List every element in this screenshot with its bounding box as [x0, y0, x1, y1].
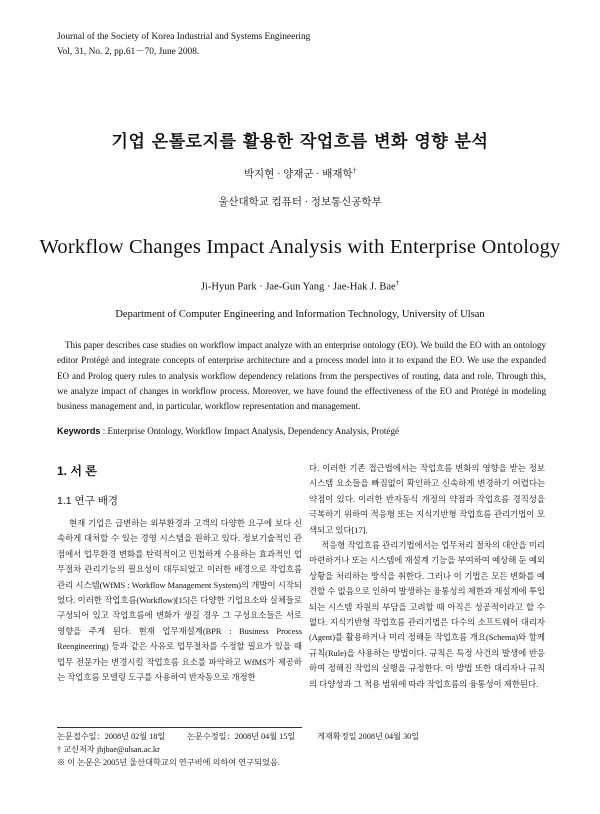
keywords-text: : Enterprise Ontology, Workflow Impact Analysis, Dependency Analysis, Protégé [102, 426, 400, 436]
corresponding-author: † 교신저자 jhjbae@ulsan.ac.kr [57, 745, 160, 754]
authors-english [0, 280, 600, 293]
right-column [309, 461, 545, 692]
journal-volume: Vol, 31, No. 2, pp.61－70, June 2008. [57, 47, 200, 57]
keywords [57, 426, 546, 436]
corresponding-mark: † [352, 167, 357, 175]
journal-header [57, 30, 310, 60]
received-date: 논문접수일：2008년 02월 18일 [57, 732, 166, 741]
right-column-paragraph-2: 적응형 작업흐름 관리기법에서는 업무처리 절차의 대안을 미리 마련하거나 또는 시스템에 재설계 기능을 부여하여 예상해 둔 예외상황을 처리하는 방식을 취한다. 그러나 이 기법은 모든 변화를 예견할 수 없음으로 인하여 발생하는 융통성의 제한과 재설계에 투입되는 시스템 자원의 부담을 고려할 때 아직은 성공적이라고 할 수 없다. 지식기반형 작업흐름 관리기법은 다수의 소프트웨어 대리자(Agent)를 활용하거나 미리 정해둔 작업흐름 개요(Schema)와 함께 규칙(Rule)을 사용하는 방법이다. 규칙은 특정 사건의 발생에 반응하여 정해진 작업의 실행을 규정한다. 이 방법 또한 대리자나 규칙의 다양성과 그 적용 범위에 따라 작업흐름의 융통성이 제한된다. [309, 541, 545, 689]
keywords-label: Keywords [57, 426, 101, 436]
corresponding-mark-en: † [395, 280, 400, 287]
title-english: Workflow Changes Impact Analysis with Enterprise Ontology [39, 236, 561, 258]
accepted-date: 게재확정일 2008년 04월 30일 [317, 732, 420, 741]
footnote-rule [57, 727, 302, 728]
right-column-paragraph-1: 다. 이러한 기존 접근법에서는 작업흐름 변화의 영향을 받는 정보 시스템 요소들을 빠짐없이 확인하고 신속하게 변경하기 어렵다는 약점이 있다. 이러한 반자동식 개정의 약점과 작업흐름 경직성을 극복하기 위하여 적응형 또는 지식기반형 작업흐름 관리기법이 모색되고 있다[17]. [309, 464, 545, 535]
section-heading: 1. 서 론 [57, 464, 97, 478]
affiliation-english: Department of Computer Engineering and Information Technology, University of Ulsan [115, 309, 485, 320]
authors-korean [0, 166, 600, 181]
left-column-paragraph: 현재 기업은 급변하는 외부환경과 고객의 다양한 요구에 보다 신속하게 대처할 수 있는 경영 시스템을 원하고 있다. 정보기술적인 관점에서 업무환경 변화를 탄력적이고 민첩하게 수용하는 효과적인 업무절차 관리기능의 필요성이 대두되었고 이러한 배경으로 작업흐름 관리 시스템(WfMS : Workflow Management System)의 개발이 시작되었다. 이러한 작업흐름(Workflow)[15]은 다양한 기업요소와 실체들로 구성되어 있고 작업흐름에 변화가 생길 경우 그 구성요소들은 서로 영향을 주게 된다. 현재 업무재설계(BPR : Business Process Reengineering) 등과 같은 사유로 업무절차를 수정할 필요가 있을 때 업무 전문가는 변경시킬 작업흐름 요소를 파악하고 WfMS가 제공하는 작업흐름 모델링 도구를 사용하여 반자동으로 개정한 [57, 519, 302, 683]
funding-note: ※ 이 논문은 2005년 울산대학교의 연구비에 의하여 연구되었음. [57, 758, 280, 767]
title-korean: 기업 온톨로지를 활용한 작업흐름 변화 영향 분석 [111, 132, 489, 152]
journal-name: Journal of the Society of Korea Industrial and Systems Engineering [57, 32, 311, 42]
authors-korean-names: 박지현 · 양재군 · 배재학 [243, 169, 353, 180]
revised-date: 논문수정일：2008년 04월 15일 [187, 732, 296, 741]
dates-line [57, 730, 547, 743]
affiliation-korean: 울산대학교 컴퓨터 · 정보통신공학부 [218, 197, 382, 208]
subsection-heading: 1.1 연구 배경 [57, 495, 119, 507]
authors-english-names: Ji-Hyun Park · Jae-Gun Yang · Jae-Hak J. Bae [200, 281, 396, 293]
abstract: This paper describes case studies on workflow impact analyze with an enterprise ontology (EO). We build the EO with an ontology editor Protégé and integrate concepts of enterprise architecture and a process model into it to expand the EO. We use the expanded EO and Prolog query rules to analysis workflow dependency relations from the perspectives of routing, data and role. Through this, we analyze impact of changes in workflow process. Moreover, we have found the effectiveness of the EO and Protégé in modeling business management and, in particular, workflow representation and management. [57, 340, 546, 412]
left-column [57, 516, 302, 685]
